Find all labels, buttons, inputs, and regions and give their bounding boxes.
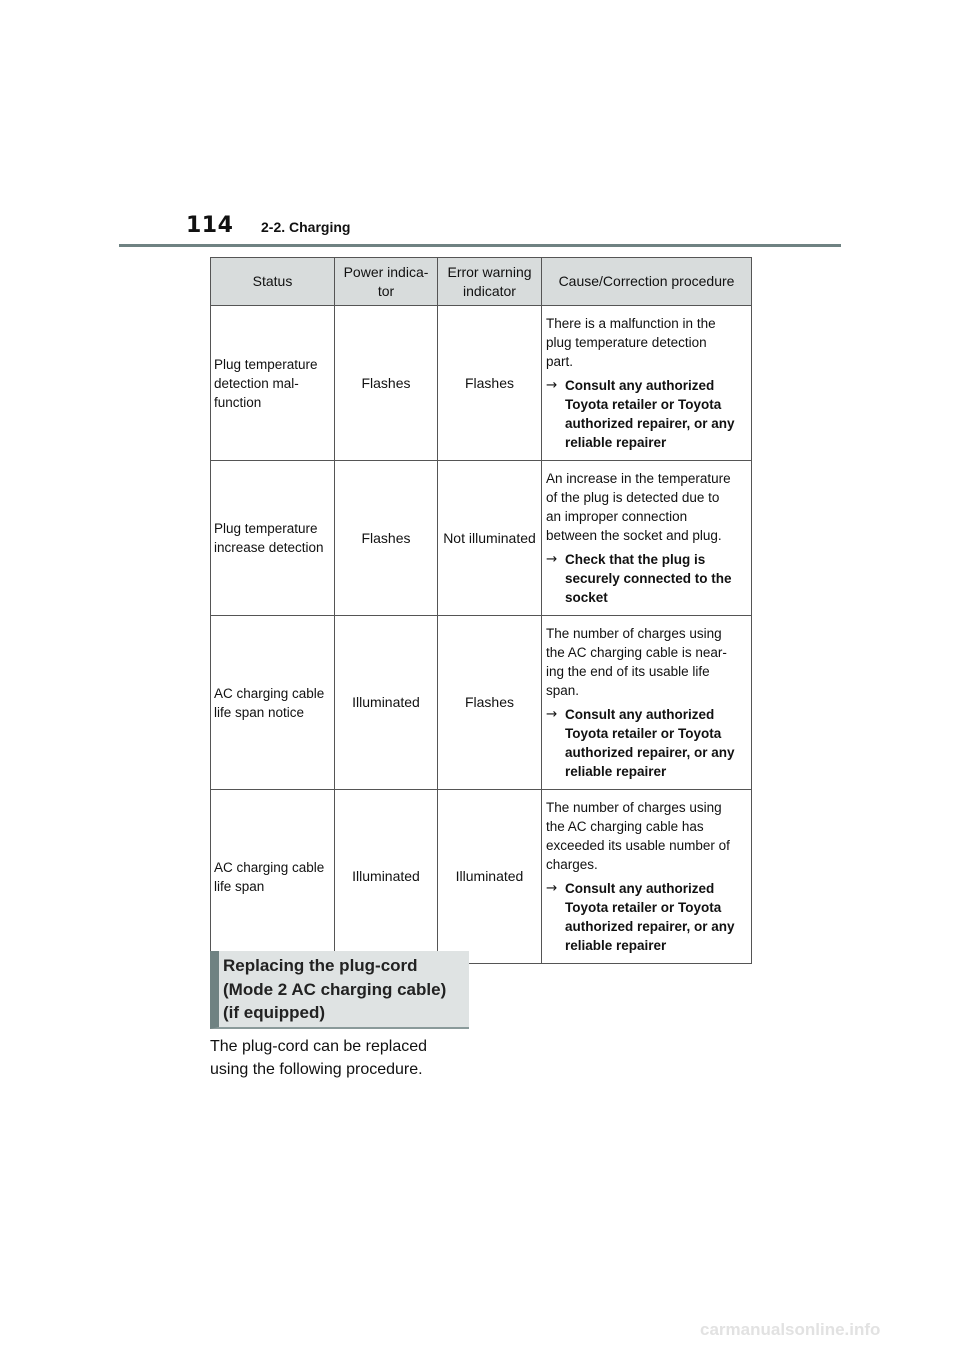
- arrow-icon: →: [546, 706, 558, 722]
- page-number: 114: [186, 213, 234, 238]
- correction-action: → Check that the plug is securely connected to the socket: [546, 551, 732, 605]
- column-header-cause-correction: Cause/Correction procedure: [542, 258, 752, 306]
- error-indicator-cell: Not illuminated: [438, 461, 542, 616]
- column-header-status: Status: [211, 258, 335, 306]
- table-row: [211, 461, 752, 616]
- arrow-icon: →: [546, 880, 558, 896]
- cause-cell: [542, 616, 752, 790]
- error-indicator-cell: Flashes: [438, 306, 542, 461]
- column-header-error-warning-indicator: Error warning indicator: [438, 258, 542, 306]
- table-row: [211, 616, 752, 790]
- arrow-icon: →: [546, 551, 558, 567]
- section-heading-box: [210, 951, 469, 1029]
- status-cell: AC charging cable life span notice: [211, 616, 335, 790]
- body-paragraph: The plug-cord can be replaced using the following procedure.: [210, 1038, 428, 1078]
- cause-cell: [542, 461, 752, 616]
- arrow-icon: →: [546, 377, 558, 393]
- power-indicator-cell: Flashes: [335, 306, 438, 461]
- power-indicator-cell: Flashes: [335, 461, 438, 616]
- watermark: carmanualsonline.info: [700, 1320, 881, 1339]
- power-indicator-cell: Illuminated: [335, 790, 438, 964]
- header-rule: [119, 244, 841, 247]
- section-label: 2-2. Charging: [261, 219, 351, 235]
- cause-text: The number of charges using the AC charging cable is near- ing the end of its usable life span.: [546, 626, 727, 698]
- status-cell: Plug temperature increase detection: [211, 461, 335, 616]
- status-cell: Plug temperature detection mal- function: [211, 306, 335, 461]
- section-heading: Replacing the plug-cord (Mode 2 AC charging cable) (if equipped): [223, 956, 447, 1022]
- table-header-row: [211, 258, 752, 306]
- correction-action: → Consult any authorized Toyota retailer or Toyota authorized repairer, or any reliable repairer: [546, 706, 735, 779]
- correction-action: → Consult any authorized Toyota retailer or Toyota authorized repairer, or any reliable repairer: [546, 880, 735, 953]
- column-header-power-indicator: Power indica- tor: [335, 258, 438, 306]
- cause-text: The number of charges using the AC charging cable has exceeded its usable number of charges.: [546, 800, 730, 872]
- table-row: [211, 306, 752, 461]
- correction-action: → Consult any authorized Toyota retailer or Toyota authorized repairer, or any reliable repairer: [546, 377, 735, 450]
- error-indicator-cell: Flashes: [438, 616, 542, 790]
- cause-text: An increase in the temperature of the plug is detected due to an improper connection between the socket and plug.: [546, 471, 731, 543]
- power-indicator-cell: Illuminated: [335, 616, 438, 790]
- table-row: [211, 790, 752, 964]
- error-indicator-cell: Illuminated: [438, 790, 542, 964]
- cause-cell: [542, 790, 752, 964]
- cause-text: There is a malfunction in the plug temperature detection part.: [546, 316, 716, 369]
- status-cell: AC charging cable life span: [211, 790, 335, 964]
- indicator-status-table: [210, 257, 752, 964]
- cause-cell: [542, 306, 752, 461]
